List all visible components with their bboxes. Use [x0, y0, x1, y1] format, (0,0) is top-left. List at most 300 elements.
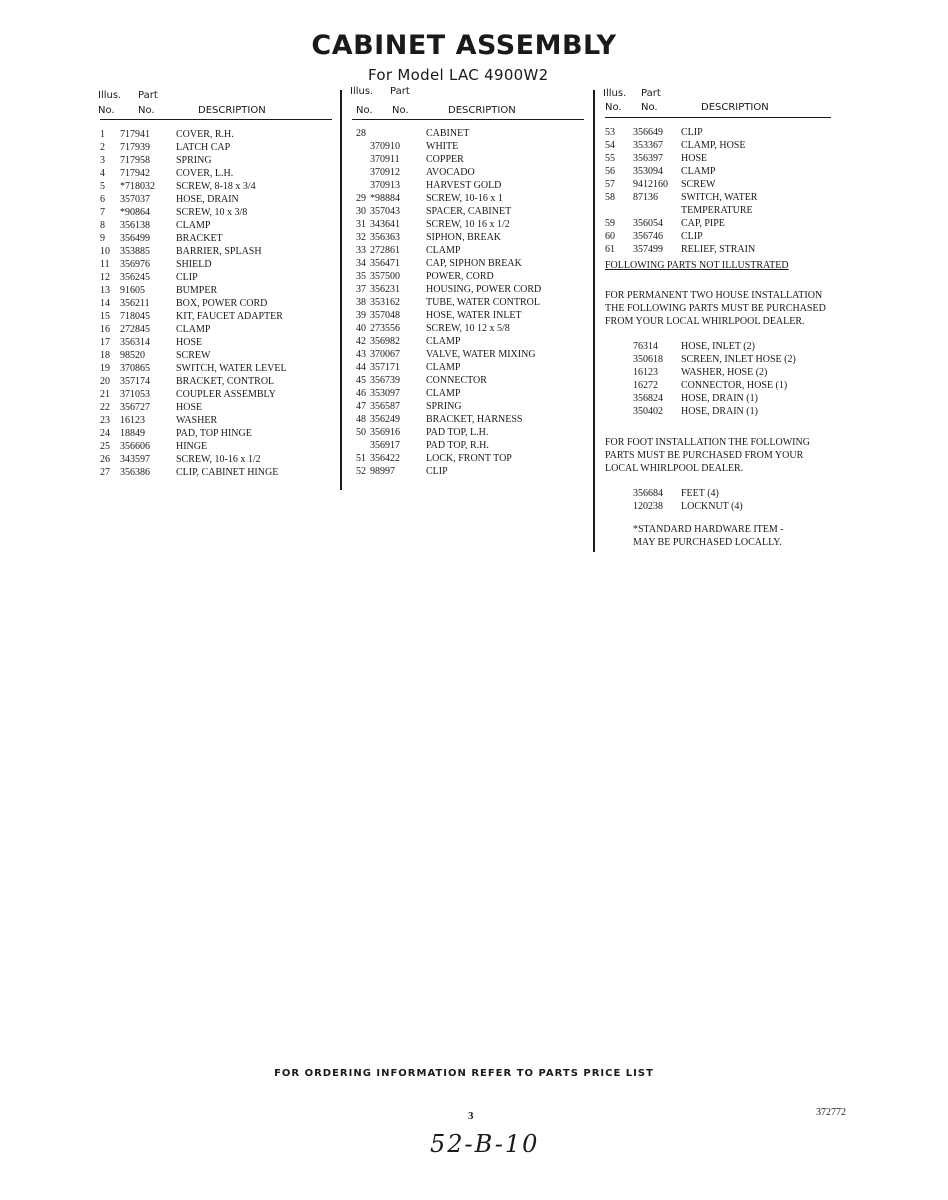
part-description: SCREW — [176, 350, 211, 361]
item-number: 9 — [100, 233, 105, 244]
item-number: 33 — [356, 245, 366, 256]
item-number: 13 — [100, 285, 110, 296]
part-description: SCREW, 10-16 x 1 — [426, 193, 503, 204]
part-number: 9412160 — [633, 179, 668, 190]
part-description: BOX, POWER CORD — [176, 298, 268, 309]
part-number: 353367 — [633, 140, 663, 151]
table-row — [100, 466, 332, 479]
part-description: HOSE — [176, 337, 203, 348]
table-row — [100, 245, 332, 258]
header-description: DESCRIPTION — [198, 105, 266, 116]
item-number: 46 — [356, 388, 366, 399]
page-title: CABINET ASSEMBLY — [311, 30, 617, 61]
item-number: 3 — [100, 155, 105, 166]
table-row — [352, 283, 584, 296]
part-description: CLAMP, HOSE — [681, 140, 746, 151]
table-row — [352, 439, 584, 452]
note-line: THE FOLLOWING PARTS MUST BE PURCHASED — [605, 303, 826, 314]
table-row — [100, 258, 332, 271]
part-description: CLAMP — [176, 220, 211, 231]
note-line: PARTS MUST BE PURCHASED FROM YOUR — [605, 450, 804, 461]
table-row — [352, 387, 584, 400]
item-number: 8 — [100, 220, 105, 231]
parts-column-1 — [100, 86, 332, 479]
item-number: 18 — [100, 350, 110, 361]
part-description: SPACER, CABINET — [426, 206, 512, 217]
list-item — [605, 366, 865, 379]
part-description: HOSE, DRAIN (1) — [681, 393, 758, 404]
list-item — [605, 353, 865, 366]
table-row — [352, 205, 584, 218]
item-number: 21 — [100, 389, 110, 400]
part-description: CLIP — [681, 127, 703, 138]
table-row — [100, 336, 332, 349]
note-line: FOR FOOT INSTALLATION THE FOLLOWING — [605, 437, 810, 448]
item-number: 42 — [356, 336, 366, 347]
part-number: 370067 — [370, 349, 400, 360]
part-description: FEET (4) — [681, 488, 719, 499]
table-row — [352, 374, 584, 387]
table-row — [352, 270, 584, 283]
part-description: HOUSING, POWER CORD — [426, 284, 542, 295]
part-description: BRACKET, CONTROL — [176, 376, 275, 387]
table-row — [100, 128, 332, 141]
part-number: 357171 — [370, 362, 400, 373]
part-description: PAD TOP, R.H. — [426, 440, 489, 451]
table-row — [100, 219, 332, 232]
item-number: 25 — [100, 441, 110, 452]
part-number: 272861 — [370, 245, 400, 256]
item-number: 22 — [100, 402, 110, 413]
item-number: 47 — [356, 401, 366, 412]
part-description: CLIP, CABINET HINGE — [176, 467, 279, 478]
part-number: *98884 — [370, 193, 400, 204]
part-description: CLAMP — [426, 362, 461, 373]
table-row — [352, 231, 584, 244]
table-row — [605, 230, 865, 243]
part-number: 357043 — [370, 206, 400, 217]
column-header — [605, 86, 831, 118]
item-number: 11 — [100, 259, 110, 270]
item-number: 4 — [100, 168, 105, 179]
header-part: Part — [390, 86, 410, 97]
item-number: 34 — [356, 258, 366, 269]
part-description: HINGE — [176, 441, 208, 452]
part-description: CONNECTOR — [426, 375, 487, 386]
item-number: 37 — [356, 284, 366, 295]
part-number: 272845 — [120, 324, 150, 335]
table-row — [605, 139, 865, 152]
table-row — [605, 217, 865, 230]
item-number: 60 — [605, 231, 615, 242]
part-number: 87136 — [633, 192, 658, 203]
table-row — [100, 388, 332, 401]
table-row — [100, 193, 332, 206]
part-number: 717958 — [120, 155, 150, 166]
item-number: 32 — [356, 232, 366, 243]
table-row — [605, 165, 865, 178]
part-description: SCREW — [681, 179, 716, 190]
part-number: 273556 — [370, 323, 400, 334]
note-line: MAY BE PURCHASED LOCALLY. — [633, 537, 782, 548]
note-line: FOR PERMANENT TWO HOUSE INSTALLATION — [605, 290, 823, 301]
part-description: COPPER — [426, 154, 464, 165]
part-number: 370912 — [370, 167, 400, 178]
part-description: HARVEST GOLD — [426, 180, 502, 191]
table-row — [352, 218, 584, 231]
part-description: PAD TOP, L.H. — [426, 427, 489, 438]
part-number: 356249 — [370, 414, 400, 425]
part-number: 98520 — [120, 350, 145, 361]
part-description: SCREEN, INLET HOSE (2) — [681, 354, 796, 365]
column-header — [100, 86, 332, 120]
part-description: CABINET — [426, 128, 470, 139]
part-number: 356363 — [370, 232, 400, 243]
part-description: HOSE — [176, 402, 203, 413]
table-row — [100, 375, 332, 388]
table-row — [352, 335, 584, 348]
part-number: 353094 — [633, 166, 663, 177]
table-row — [100, 180, 332, 193]
header-no: No. — [605, 102, 622, 113]
item-number: 38 — [356, 297, 366, 308]
part-description: CAP, PIPE — [681, 218, 725, 229]
part-number: 356245 — [120, 272, 150, 283]
model-subtitle: For Model LAC 4900W2 — [368, 66, 549, 84]
header-description: DESCRIPTION — [448, 105, 516, 116]
item-number: 29 — [356, 193, 366, 204]
table-row — [605, 152, 865, 165]
table-row — [352, 309, 584, 322]
item-number: 15 — [100, 311, 110, 322]
part-description: CLAMP — [426, 388, 461, 399]
part-description: CLAMP — [176, 324, 211, 335]
header-description: DESCRIPTION — [701, 102, 769, 113]
permanent-install-parts — [605, 340, 865, 418]
part-number: 356054 — [633, 218, 663, 229]
part-number: 353885 — [120, 246, 150, 257]
header-part: Part — [138, 90, 158, 101]
item-number: 20 — [100, 376, 110, 387]
table-row — [352, 179, 584, 192]
part-description: BARRIER, SPLASH — [176, 246, 262, 257]
part-description: HOSE, DRAIN (1) — [681, 406, 758, 417]
part-number: 356727 — [120, 402, 150, 413]
part-description: SHIELD — [176, 259, 212, 270]
item-number: 53 — [605, 127, 615, 138]
part-number: 357037 — [120, 194, 150, 205]
table-row — [352, 140, 584, 153]
part-description: CLIP — [681, 231, 703, 242]
item-number: 51 — [356, 453, 366, 464]
header-rule — [100, 119, 332, 120]
table-row — [100, 310, 332, 323]
item-number: 19 — [100, 363, 110, 374]
part-number: 16123 — [120, 415, 145, 426]
part-number: 120238 — [633, 501, 663, 512]
table-row — [605, 204, 865, 217]
item-number: 55 — [605, 153, 615, 164]
table-row — [352, 166, 584, 179]
table-row — [100, 453, 332, 466]
item-number: 50 — [356, 427, 366, 438]
part-number: 91605 — [120, 285, 145, 296]
item-number: 23 — [100, 415, 110, 426]
document-number: 372772 — [816, 1107, 846, 1118]
part-description: CLIP — [426, 466, 448, 477]
part-description: CAP, SIPHON BREAK — [426, 258, 522, 269]
part-description: CLAMP — [681, 166, 716, 177]
header-rule — [352, 119, 584, 120]
not-illustrated-heading: FOLLOWING PARTS NOT ILLUSTRATED — [605, 260, 789, 271]
header-part-no: No. — [392, 105, 409, 116]
list-item — [605, 487, 865, 500]
table-row — [352, 361, 584, 374]
part-description: SWITCH, WATER — [681, 192, 758, 203]
list-item — [605, 379, 865, 392]
table-row — [352, 348, 584, 361]
part-description: WASHER, HOSE (2) — [681, 367, 768, 378]
part-number: 350618 — [633, 354, 663, 365]
list-item — [605, 405, 865, 418]
part-description: KIT, FAUCET ADAPTER — [176, 311, 283, 322]
part-description: VALVE, WATER MIXING — [426, 349, 536, 360]
header-part-no: No. — [138, 105, 155, 116]
foot-install-parts — [605, 487, 865, 513]
table-row — [100, 206, 332, 219]
item-number: 43 — [356, 349, 366, 360]
table-row — [100, 323, 332, 336]
table-row — [352, 400, 584, 413]
standard-hardware-note — [605, 523, 865, 549]
part-number: 370913 — [370, 180, 400, 191]
item-number: 10 — [100, 246, 110, 257]
part-number: 18849 — [120, 428, 145, 439]
table-row — [100, 167, 332, 180]
part-description: RELIEF, STRAIN — [681, 244, 756, 255]
item-number: 12 — [100, 272, 110, 283]
item-number: 16 — [100, 324, 110, 335]
parts-column-2 — [352, 86, 584, 478]
item-number: 61 — [605, 244, 615, 255]
table-row — [352, 465, 584, 478]
list-item — [605, 340, 865, 353]
table-row — [352, 192, 584, 205]
part-number: 353162 — [370, 297, 400, 308]
part-number: 356649 — [633, 127, 663, 138]
table-row — [352, 452, 584, 465]
header-illus: Illus. — [350, 86, 374, 97]
part-description: TEMPERATURE — [681, 205, 753, 216]
part-description: WASHER — [176, 415, 218, 426]
part-number: *718032 — [120, 181, 155, 192]
column-divider — [593, 90, 595, 552]
ordering-info: FOR ORDERING INFORMATION REFER TO PARTS PRICE LIST — [274, 1068, 654, 1079]
part-number: 356917 — [370, 440, 400, 451]
part-number: 356606 — [120, 441, 150, 452]
part-number: 356138 — [120, 220, 150, 231]
table-row — [100, 414, 332, 427]
table-row — [100, 154, 332, 167]
part-description: AVOCADO — [426, 167, 475, 178]
handwritten-note: 52-B-10 — [430, 1130, 540, 1158]
parts-column-3 — [605, 86, 865, 549]
part-description: HOSE, DRAIN — [176, 194, 239, 205]
part-number: 370911 — [370, 154, 400, 165]
header-part-no: No. — [641, 102, 658, 113]
part-description: COVER, L.H. — [176, 168, 234, 179]
part-number: 371053 — [120, 389, 150, 400]
part-number: 357500 — [370, 271, 400, 282]
part-description: SWITCH, WATER LEVEL — [176, 363, 287, 374]
part-number: 357048 — [370, 310, 400, 321]
item-number: 31 — [356, 219, 366, 230]
table-row — [605, 191, 865, 204]
parts-list — [100, 128, 332, 479]
part-description: CLAMP — [426, 245, 461, 256]
part-number: 717939 — [120, 142, 150, 153]
part-description: SCREW, 10 x 3/8 — [176, 207, 248, 218]
item-number: 14 — [100, 298, 110, 309]
item-number: 58 — [605, 192, 615, 203]
part-number: 98997 — [370, 466, 395, 477]
item-number: 5 — [100, 181, 105, 192]
part-description: COUPLER ASSEMBLY — [176, 389, 276, 400]
part-number: 356982 — [370, 336, 400, 347]
header-illus: Illus. — [98, 90, 122, 101]
part-description: CLIP — [176, 272, 198, 283]
table-row — [352, 153, 584, 166]
header-no: No. — [356, 105, 373, 116]
item-number: 44 — [356, 362, 366, 373]
part-number: 370910 — [370, 141, 400, 152]
part-number: 357174 — [120, 376, 150, 387]
part-description: SIPHON, BREAK — [426, 232, 502, 243]
item-number: 17 — [100, 337, 110, 348]
part-number: 356386 — [120, 467, 150, 478]
item-number: 2 — [100, 142, 105, 153]
table-row — [352, 244, 584, 257]
header-no: No. — [98, 105, 115, 116]
part-number: 717941 — [120, 129, 150, 140]
table-row — [605, 243, 865, 256]
part-description: BRACKET — [176, 233, 223, 244]
table-row — [352, 426, 584, 439]
part-description: LATCH CAP — [176, 142, 231, 153]
notes-section — [605, 260, 865, 549]
part-description: CLAMP — [426, 336, 461, 347]
table-row — [352, 257, 584, 270]
table-row — [352, 296, 584, 309]
table-row — [352, 413, 584, 426]
item-number: 30 — [356, 206, 366, 217]
part-number: 356231 — [370, 284, 400, 295]
header-illus: Illus. — [603, 88, 627, 99]
note-line: LOCAL WHIRLPOOL DEALER. — [605, 463, 744, 474]
item-number: 54 — [605, 140, 615, 151]
table-row — [100, 362, 332, 375]
part-number: 356824 — [633, 393, 663, 404]
column-header — [352, 86, 584, 120]
table-row — [100, 271, 332, 284]
note-line: *STANDARD HARDWARE ITEM - — [633, 524, 784, 535]
item-number: 57 — [605, 179, 615, 190]
part-number: 353097 — [370, 388, 400, 399]
part-number: 76314 — [633, 341, 658, 352]
header-rule — [605, 117, 831, 118]
table-row — [100, 141, 332, 154]
item-number: 59 — [605, 218, 615, 229]
part-number: 356916 — [370, 427, 400, 438]
table-row — [605, 126, 865, 139]
item-number: 27 — [100, 467, 110, 478]
table-row — [100, 349, 332, 362]
part-description: HOSE, INLET (2) — [681, 341, 755, 352]
table-row — [605, 178, 865, 191]
part-number: 717942 — [120, 168, 150, 179]
table-row — [100, 427, 332, 440]
item-number: 1 — [100, 129, 105, 140]
part-number: 16123 — [633, 367, 658, 378]
permanent-install-text — [605, 289, 865, 328]
part-description: WHITE — [426, 141, 459, 152]
item-number: 56 — [605, 166, 615, 177]
part-number: 370865 — [120, 363, 150, 374]
part-description: COVER, R.H. — [176, 129, 234, 140]
part-number: 357499 — [633, 244, 663, 255]
part-description: SCREW, 10 16 x 1/2 — [426, 219, 510, 230]
part-number: *90864 — [120, 207, 150, 218]
part-number: 356684 — [633, 488, 663, 499]
part-description: SCREW, 10-16 x 1/2 — [176, 454, 261, 465]
item-number: 35 — [356, 271, 366, 282]
part-number: 356499 — [120, 233, 150, 244]
table-row — [100, 440, 332, 453]
part-description: HOSE — [681, 153, 708, 164]
part-number: 343597 — [120, 454, 150, 465]
table-row — [100, 232, 332, 245]
part-number: 356471 — [370, 258, 400, 269]
column-divider — [340, 90, 342, 490]
part-description: POWER, CORD — [426, 271, 494, 282]
foot-install-text — [605, 436, 865, 475]
part-number: 356422 — [370, 453, 400, 464]
table-row — [352, 322, 584, 335]
part-description: PAD, TOP HINGE — [176, 428, 252, 439]
part-number: 356314 — [120, 337, 150, 348]
part-number: 718045 — [120, 311, 150, 322]
item-number: 39 — [356, 310, 366, 321]
item-number: 24 — [100, 428, 110, 439]
part-description: TUBE, WATER CONTROL — [426, 297, 540, 308]
part-number: 356397 — [633, 153, 663, 164]
part-number: 343641 — [370, 219, 400, 230]
item-number: 45 — [356, 375, 366, 386]
parts-list — [352, 127, 584, 478]
part-description: SPRING — [176, 155, 212, 166]
part-description: CONNECTOR, HOSE (1) — [681, 380, 788, 391]
part-number: 16272 — [633, 380, 658, 391]
table-row — [100, 284, 332, 297]
part-description: SPRING — [426, 401, 462, 412]
parts-list — [605, 126, 865, 256]
part-description: SCREW, 8-18 x 3/4 — [176, 181, 256, 192]
table-row — [100, 297, 332, 310]
list-item — [605, 392, 865, 405]
part-number: 356739 — [370, 375, 400, 386]
part-number: 356211 — [120, 298, 150, 309]
header-part: Part — [641, 88, 661, 99]
